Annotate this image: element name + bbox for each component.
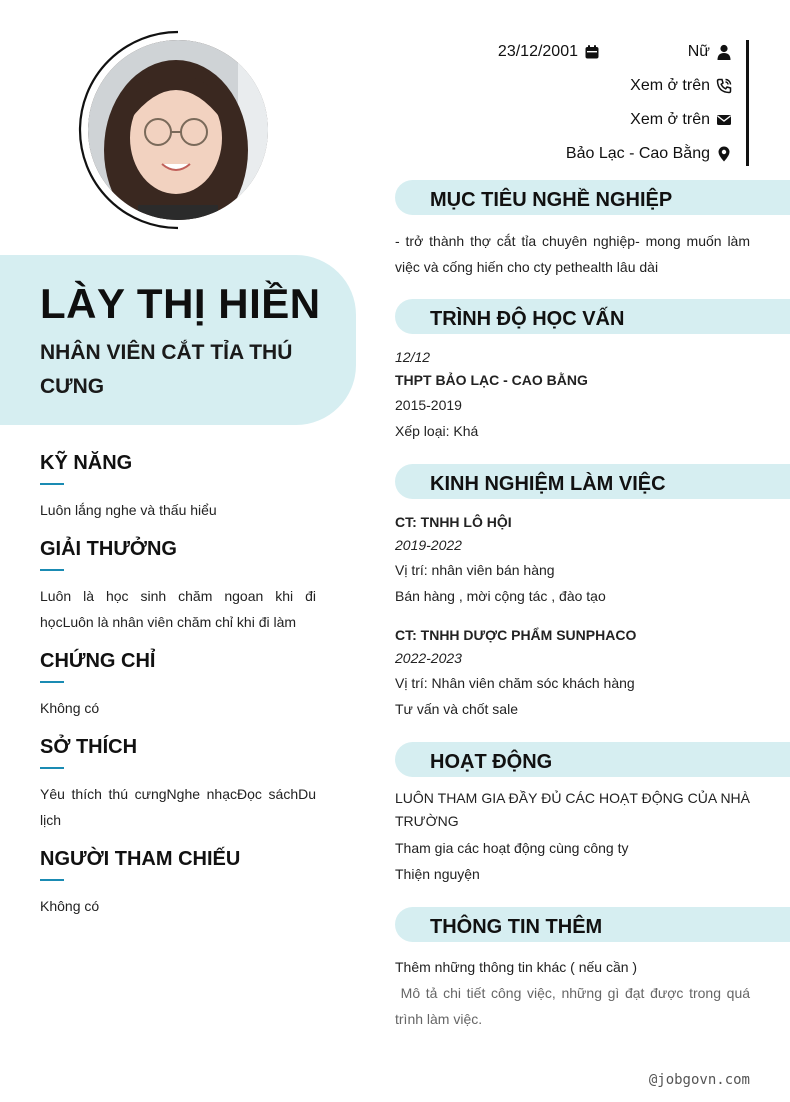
job-position: Vị trí: Nhân viên chăm sóc khách hàng: [395, 675, 635, 691]
section-rule: [40, 767, 64, 769]
section-rule: [40, 681, 64, 683]
contact-divider: [746, 40, 749, 166]
education-grade: 12/12: [395, 349, 431, 365]
avatar: [88, 40, 268, 220]
hobbies-text: Yêu thích thú cưngNghe nhạcĐọc sáchDu lịch: [40, 786, 316, 828]
education-rank: Xếp loại: Khá: [395, 423, 479, 439]
section-rule: [40, 569, 64, 571]
certificates-section: [40, 649, 316, 721]
job-description: Bán hàng , mời cộng tác , đào tạo: [395, 588, 606, 604]
job-period: 2019-2022: [395, 537, 462, 553]
calendar-icon: [584, 44, 600, 60]
education-school: THPT BẢO LẠC - CAO BẰNG: [395, 372, 588, 388]
contact-dob: [498, 42, 600, 62]
phone-value: Xem ở trên: [630, 77, 710, 94]
activity-item: Thiện nguyện: [395, 866, 480, 882]
education-heading: TRÌNH ĐỘ HỌC VẤN: [430, 308, 625, 330]
certificates-text: Không có: [40, 700, 100, 716]
job-period: 2022-2023: [395, 650, 462, 666]
envelope-icon: [716, 112, 732, 128]
certificates-heading: CHỨNG CHỈ: [40, 650, 156, 672]
skills-section: [40, 451, 316, 523]
objective-heading: MỤC TIÊU NGHỀ NGHIỆP: [430, 189, 673, 211]
job-position: Vị trí: nhân viên bán hàng: [395, 562, 555, 578]
candidate-name: LÀY THỊ HIỀN: [40, 280, 321, 327]
references-section: [40, 847, 316, 919]
activity-item: Tham gia các hoạt động cùng công ty: [395, 840, 629, 856]
awards-section: [40, 537, 316, 635]
extra-description: Mô tả chi tiết công việc, những gì đạt được trong quá trình làm việc.: [395, 985, 754, 1027]
gender-value: Nữ: [687, 43, 710, 60]
education-period: 2015-2019: [395, 397, 462, 413]
activities-heading: HOẠT ĐỘNG: [430, 751, 553, 773]
job-description: Tư vấn và chốt sale: [395, 701, 518, 717]
skills-text: Luôn lắng nghe và thấu hiểu: [40, 502, 217, 518]
contact-email: [630, 110, 732, 130]
references-heading: NGƯỜI THAM CHIẾU: [40, 848, 241, 870]
email-value: Xem ở trên: [630, 111, 710, 128]
person-icon: [716, 44, 732, 60]
contact-phone: [630, 76, 732, 96]
section-rule: [40, 483, 64, 485]
extra-heading: THÔNG TIN THÊM: [430, 916, 603, 938]
skills-heading: KỸ NĂNG: [40, 452, 133, 474]
contact-address: [566, 144, 732, 164]
job-title: NHÂN VIÊN CẮT TỈA THÚ CƯNG: [40, 341, 293, 398]
hobbies-section: [40, 735, 316, 833]
map-pin-icon: [716, 146, 732, 162]
objective-text: - trở thành thợ cắt tỉa chuyên nghiệp- mong muốn làm việc và cống hiến cho cty pethealth lâu dài: [395, 233, 750, 275]
references-text: Không có: [40, 898, 100, 914]
address-value: Bảo Lạc - Cao Bằng: [565, 145, 710, 162]
section-rule: [40, 879, 64, 881]
hobbies-heading: SỞ THÍCH: [40, 736, 138, 758]
activity-item: LUÔN THAM GIA ĐẦY ĐỦ CÁC HOẠT ĐỘNG CỦA NHÀ TRƯỜNG: [395, 790, 750, 829]
awards-heading: GIẢI THƯỞNG: [40, 538, 177, 560]
dob-value: 23/12/2001: [497, 43, 578, 60]
awards-text: Luôn là học sinh chăm ngoan khi đi họcLuôn là nhân viên chăm chỉ khi đi làm: [40, 588, 316, 630]
experience-heading: KINH NGHIỆM LÀM VIỆC: [430, 473, 666, 495]
job-company: CT: TNHH LÔ HỘI: [395, 514, 512, 530]
avatar-container: [78, 30, 278, 230]
footer-brand: @jobgovn.com: [648, 1072, 750, 1088]
phone-icon: [716, 78, 732, 94]
extra-line: Thêm những thông tin khác ( nếu cần ): [395, 959, 638, 975]
contact-gender: [688, 42, 732, 62]
job-company: CT: TNHH DƯỢC PHẨM SUNPHACO: [395, 627, 637, 643]
